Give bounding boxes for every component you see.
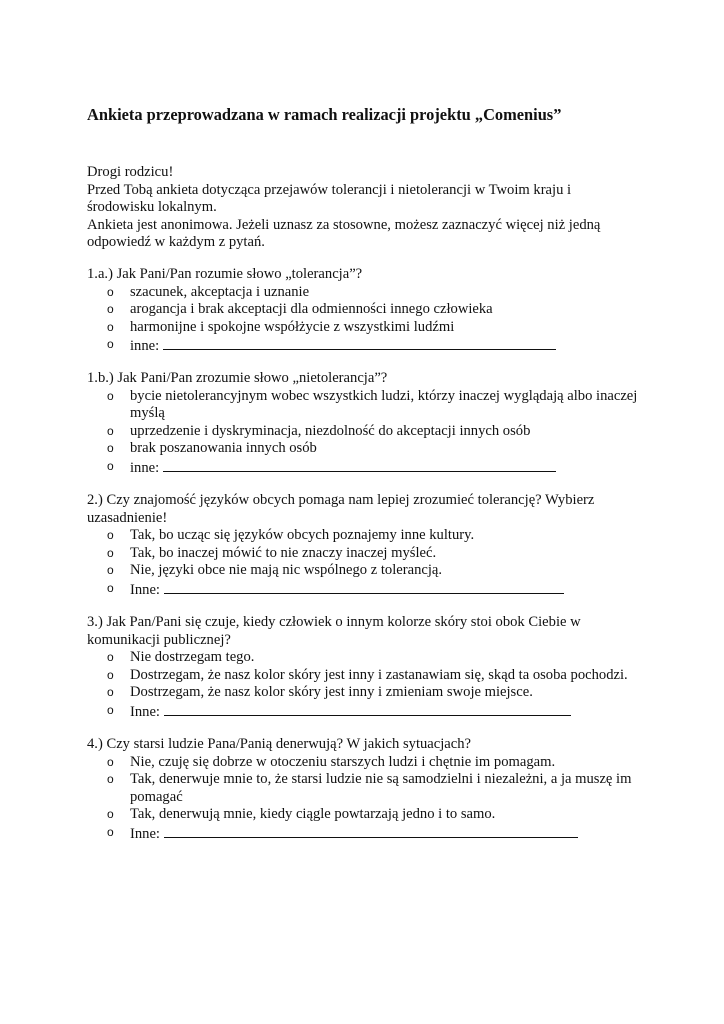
answer-label: brak poszanowania innych osób: [130, 440, 317, 456]
circle-bullet-icon: o: [107, 319, 114, 334]
answer-option[interactable]: [87, 562, 652, 580]
question-text: 2.) Czy znajomość języków obcych pomaga nam lepiej zrozumieć tolerancję? Wybierz uzasadnienie!: [87, 492, 595, 526]
answer-label: Tak, denerwuje mnie to, że starsi ludzie nie są samodzielni i niezależni, a ja muszę im pomagać: [130, 771, 632, 805]
answer-option[interactable]: [87, 545, 652, 563]
answer-option-other[interactable]: [87, 580, 652, 600]
intro-text-line: Przed Tobą ankieta dotycząca przejawów tolerancji i nietolerancji w Twoim kraju i: [87, 181, 572, 198]
circle-bullet-icon: o: [107, 423, 114, 438]
answer-option[interactable]: [87, 806, 652, 824]
circle-bullet-icon: o: [107, 772, 114, 786]
answer-option[interactable]: [87, 319, 652, 337]
answer-option-other[interactable]: [87, 824, 652, 844]
question-1b: [87, 370, 652, 477]
answer-option-other[interactable]: [87, 336, 652, 356]
answer-blank-line[interactable]: [164, 580, 564, 594]
answer-label: Nie, języki obce nie mają nic wspólnego z tolerancją.: [130, 562, 443, 578]
answer-label: Nie, czuję się dobrze w otoczeniu starszych ludzi i chętnie im pomagam.: [130, 753, 556, 770]
intro-text-line: środowisku lokalnym.: [87, 199, 217, 215]
circle-bullet-icon: o: [107, 545, 114, 560]
circle-bullet-icon: o: [107, 702, 114, 717]
answer-option[interactable]: [87, 527, 652, 545]
circle-bullet-icon: o: [107, 388, 114, 403]
intro-text-line: Ankieta jest anonimowa. Jeżeli uznasz za stosowne, możesz zaznaczyć więcej niż jedną: [87, 216, 601, 233]
answer-option[interactable]: [87, 754, 652, 772]
answer-option[interactable]: [87, 423, 652, 441]
answer-label: Dostrzegam, że nasz kolor skóry jest inny i zastanawiam się, skąd ta osoba pochodzi.: [130, 666, 628, 683]
circle-bullet-icon: o: [107, 458, 114, 473]
answer-label: arogancja i brak akceptacji dla odmienności innego człowieka: [130, 301, 493, 317]
question-1a: [87, 266, 652, 356]
answer-blank-line[interactable]: [164, 824, 578, 838]
page-title: Ankieta przeprowadzana w ramach realizacji projektu „Comenius”: [87, 105, 562, 124]
circle-bullet-icon: o: [107, 337, 114, 351]
circle-bullet-icon: o: [107, 667, 114, 682]
circle-bullet-icon: o: [107, 807, 114, 821]
answer-blank-line[interactable]: [163, 458, 556, 472]
answer-label: Dostrzegam, że nasz kolor skóry jest inny i zmieniam swoje miejsce.: [130, 684, 533, 700]
circle-bullet-icon: o: [107, 580, 114, 595]
question-2: [87, 492, 652, 599]
answer-label: Inne:: [130, 825, 160, 842]
answer-option-other[interactable]: [87, 458, 652, 478]
circle-bullet-icon: o: [107, 528, 114, 542]
question-3: [87, 614, 652, 721]
intro-section: [87, 164, 647, 252]
answer-label: Inne:: [130, 703, 160, 720]
answer-label: Tak, bo ucząc się języków obcych poznajemy inne kultury.: [130, 527, 475, 543]
answer-label: Tak, bo inaczej mówić to nie znaczy inaczej myśleć.: [130, 544, 437, 561]
answer-option[interactable]: [87, 388, 652, 423]
answer-list: [87, 527, 652, 599]
circle-bullet-icon: o: [107, 441, 114, 455]
answer-label: inne:: [130, 338, 160, 354]
answer-blank-line[interactable]: [163, 336, 556, 350]
answer-blank-line[interactable]: [164, 702, 571, 716]
answer-label: bycie nietolerancyjnym wobec wszystkich ludzi, którzy inaczej wyglądają albo inaczej myślą: [130, 387, 638, 421]
answer-option[interactable]: [87, 440, 652, 458]
answer-label: Inne:: [130, 581, 160, 598]
answer-list: [87, 388, 652, 478]
answer-label: inne:: [130, 459, 160, 476]
question-4: [87, 736, 652, 843]
question-text: 1.b.) Jak Pani/Pan zrozumie słowo „nietolerancja”?: [87, 370, 388, 386]
circle-bullet-icon: o: [107, 302, 114, 316]
answer-option[interactable]: [87, 301, 652, 319]
answer-list: [87, 284, 652, 356]
question-text: 3.) Jak Pan/Pani się czuje, kiedy człowiek o innym kolorze skóry stoi obok Ciebie w komunikacji publicznej?: [87, 614, 581, 648]
circle-bullet-icon: o: [107, 284, 114, 299]
answer-list: [87, 754, 652, 844]
question-text: 1.a.) Jak Pani/Pan rozumie słowo „tolerancja”?: [87, 266, 363, 282]
answer-label: Nie dostrzegam tego.: [130, 649, 255, 665]
answer-label: harmonijne i spokojne współżycie z wszystkimi ludźmi: [130, 318, 455, 335]
answer-label: szacunek, akceptacja i uznanie: [130, 283, 310, 300]
answer-option[interactable]: [87, 684, 652, 702]
answer-option[interactable]: [87, 667, 652, 685]
circle-bullet-icon: o: [107, 754, 114, 769]
intro-greeting: Drogi rodzicu!: [87, 164, 174, 180]
circle-bullet-icon: o: [107, 563, 114, 577]
circle-bullet-icon: o: [107, 650, 114, 664]
answer-option-other[interactable]: [87, 702, 652, 722]
answer-option[interactable]: [87, 771, 652, 806]
circle-bullet-icon: o: [107, 685, 114, 699]
circle-bullet-icon: o: [107, 824, 114, 839]
answer-label: Tak, denerwują mnie, kiedy ciągle powtarzają jedno i to samo.: [130, 806, 496, 822]
answer-option[interactable]: [87, 649, 652, 667]
intro-text-line: odpowiedź w każdym z pytań.: [87, 234, 265, 250]
question-text: 4.) Czy starsi ludzie Pana/Panią denerwują? W jakich sytuacjach?: [87, 736, 472, 752]
answer-label: uprzedzenie i dyskryminacja, niezdolność do akceptacji innych osób: [130, 422, 531, 439]
answer-list: [87, 649, 652, 721]
answer-option[interactable]: [87, 284, 652, 302]
